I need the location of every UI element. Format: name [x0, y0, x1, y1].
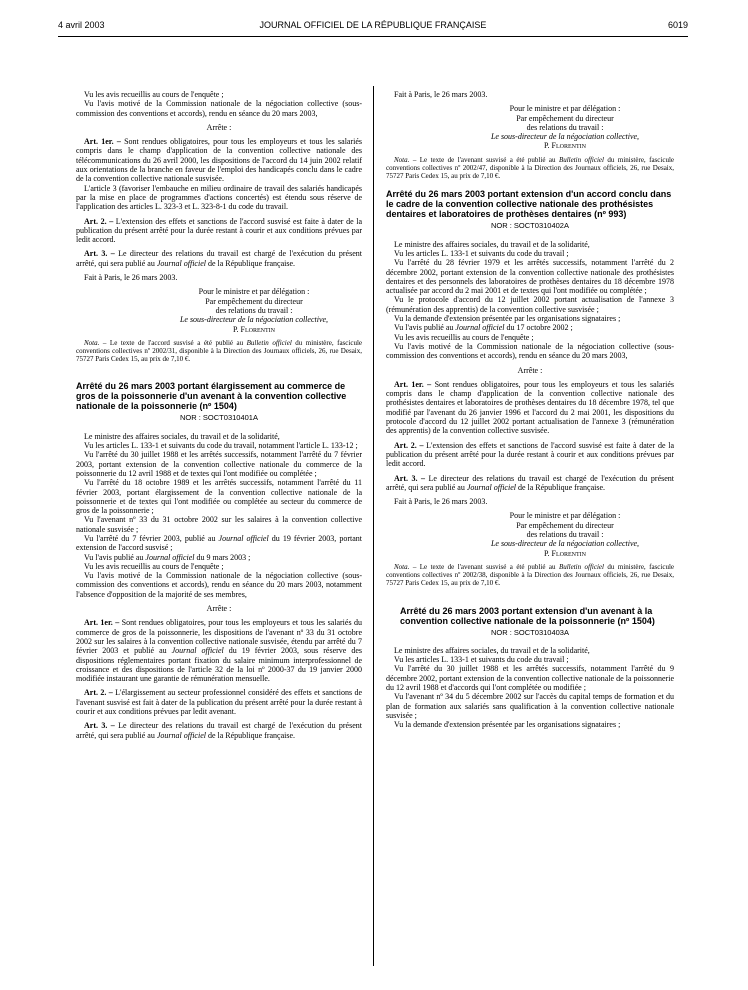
signature-line: des relations du travail :	[215, 305, 293, 315]
signature-line: Pour le ministre et par délégation :	[198, 287, 310, 297]
paragraph: L'article 3 (favoriser l'embauche en milieu ordinaire de travail des salariés handicapés par la mise en place de programmes d'actions concertés) est étendu sous réserve de l'application des articles L. 323-3 et L. 323-8-1 du code du travail.	[76, 183, 362, 212]
nota	[386, 563, 674, 588]
paragraph: Vu les articles L. 133-1 et suivants du code du travail ;	[394, 655, 569, 665]
paragraph: Le ministre des affaires sociales, du travail et de la solidarité,	[394, 239, 590, 249]
article-heading: Art. 2. –	[84, 216, 114, 226]
nor-reference: NOR : SOCT0310401A	[180, 413, 258, 423]
signature-line: des relations du travail :	[526, 530, 604, 539]
header-page-number: 6019	[667, 20, 688, 30]
signature-line: Pour le ministre et par délégation :	[509, 511, 621, 521]
paragraph: Vu les avis recueillis au cours de l'enquête ;	[84, 561, 224, 571]
signature-line: Par empêchement du directeur	[516, 113, 614, 123]
article-1	[76, 137, 362, 183]
paragraph: Vu la demande d'extension présentée par les organisations signataires ;	[394, 314, 621, 324]
journal-officiel-ref: Journal officiel	[171, 646, 224, 656]
signature-line: Le sous-directeur de la négociation collective,	[490, 132, 640, 142]
header-date: 4 avril 2003	[58, 20, 105, 30]
signatory-name: P. Florentin	[232, 324, 275, 334]
journal-officiel-ref: Journal officiel	[156, 730, 206, 740]
nota-label: Nota.	[394, 562, 410, 571]
signature-line: Le sous-directeur de la négociation collective,	[179, 315, 329, 325]
arrete-label: Arrête :	[206, 604, 232, 614]
paragraph: Vu le protocole d'accord du 12 juillet 2002 portant actualisation de l'annexe 3 (rémunération des apprentis) de la convention collective susvisée ;	[386, 295, 674, 314]
left-column	[76, 90, 362, 740]
journal-officiel-ref: Journal officiel	[156, 258, 206, 268]
nota-text: du ministère, fascicule conventions collectives nº 2002/31, disponible à la Direction des Journaux officiels, 26, rue Desaix, 75727 Paris Cedex 15, au prix de 7,10 €.	[76, 338, 362, 364]
journal-officiel-ref: Journal officiel	[218, 534, 269, 543]
article-text: L'extension des effets et sanctions de l'accord susvisé est faite à dater de la publication du présent arrêté pour la durée restant à courir et aux conditions prévues par ledit accord.	[386, 440, 674, 469]
paragraph: Vu les avis recueillis au cours de l'enquête ;	[394, 332, 534, 342]
article-1	[76, 618, 362, 683]
paragraph: Vu l'avis motivé de la Commission nationale de la négociation collective (sous-commission des conventions et accords), rendu en séance du 20 mars 2003, notamment l'absence d'opposition de la majorité de ses membres,	[76, 571, 362, 599]
signature-block	[386, 511, 674, 557]
nota-text: – Le texte de l'avenant susvisé a été publié au	[409, 562, 559, 571]
article-3	[386, 474, 674, 493]
paragraph	[76, 553, 362, 562]
nota	[76, 339, 362, 364]
article-2	[386, 441, 674, 469]
paragraph: Le ministre des affaires sociales, du travail et de la solidarité,	[394, 645, 590, 655]
text: Vu l'avis publié au	[394, 323, 456, 333]
paragraph: Vu l'avenant nº 33 du 31 octobre 2002 sur les salaires à la convention collective nationale susvisée ;	[76, 515, 362, 534]
signature-line: des relations du travail :	[526, 122, 604, 132]
arrete-label: Arrête :	[517, 365, 543, 375]
article-text: Le directeur des relations du travail est chargé de l'exécution du présent arrêté, qui sera publié au	[76, 721, 362, 740]
journal-officiel-ref: Journal officiel	[455, 323, 505, 333]
article-heading: Art. 3. –	[394, 473, 425, 483]
header-journal-title: JOURNAL OFFICIEL DE LA RÉPUBLIQUE FRANÇAISE	[259, 20, 487, 30]
article-heading: Art. 1er. –	[84, 618, 120, 628]
article-2	[76, 217, 362, 245]
article-3	[76, 721, 362, 740]
signature-line: Par empêchement du directeur	[516, 520, 614, 530]
article-text: Sont rendues obligatoires, pour tous les employeurs et tous les salariés compris dans le champ d'application de la convention collective nationale des prothésistes dentaires et laboratoires de prothèses dentaires du 18 décembre 1978, tel que modifié par l'avenant du 26 janvier 1996 et l'accord du 2 mai 2001, les dispositions du protocole d'accord du 12 juillet 2002 portant actualisation de l'annexe 3 (rémunération des apprentis) de la convention collective susvisée.	[386, 379, 675, 436]
nota-text: du ministère, fascicule conventions collectives nº 2002/47, disponible à la Direction des Journaux officiels, 26, rue Desaix, 75727 Paris Cedex 15, au prix de 7,10 €.	[386, 155, 674, 181]
article-text: Le directeur des relations du travail est chargé de l'exécution du présent arrêté, qui sera publié au	[386, 473, 675, 492]
header-rule	[58, 36, 688, 37]
arrete-label: Arrête :	[206, 122, 232, 132]
paragraph: Vu la demande d'extension présentée par les organisations signataires ;	[394, 720, 621, 730]
signature-block	[386, 104, 674, 150]
article-heading: Art. 3. –	[84, 721, 115, 731]
nota-label: Nota.	[84, 338, 100, 347]
article-heading: Art. 3. –	[84, 249, 115, 259]
text: du 19 février 2003, portant extension de l'accord susvisé ;	[76, 534, 362, 553]
article-heading: Art. 1er. –	[84, 137, 121, 147]
text: Vu l'avis publié au	[84, 552, 146, 562]
article-2	[76, 688, 362, 716]
paragraph: Vu l'avis motivé de la Commission nationale de la négociation collective (sous-commission des conventions et accords), rendu en séance du 20 mars 2003,	[76, 99, 362, 118]
article-text: de la République française.	[205, 258, 296, 268]
paragraph	[386, 323, 674, 332]
paragraph: Vu l'arrêté du 28 février 1979 et les arrêtés successifs, notamment l'arrêté du 2 décembre 2002, portant extension de la convention collective nationale des prothésistes dentaires et des personnels des laboratoires de prothèses dentaires du 18 décembre 1978 actualisée par accord du 2 mai 2001 et de textes qui l'ont modifiée ou complétée ;	[386, 258, 674, 296]
bulletin-officiel-ref: Bulletin officiel	[558, 155, 604, 164]
article-text: Le directeur des relations du travail est chargé de l'exécution du présent arrêté, qui sera publié au	[76, 249, 362, 268]
signatory-name: P. Florentin	[543, 141, 586, 151]
journal-officiel-ref: Journal officiel	[466, 482, 516, 492]
article-text: de la République française.	[515, 482, 606, 492]
text: du 17 octobre 2002 ;	[504, 323, 573, 333]
nota	[386, 156, 674, 181]
article-heading: Art. 2. –	[84, 688, 113, 698]
nor-reference: NOR : SOCT0310403A	[491, 627, 569, 637]
nota-text: du ministère, fascicule conventions collectives nº 2002/38, disponible à la Direction des Journaux officiels, 26, rue Desaix, 75727 Paris Cedex 15, au prix de 7,10 €.	[386, 562, 674, 588]
article-1	[386, 380, 674, 436]
signatory-name: P. Florentin	[543, 548, 586, 558]
bulletin-officiel-ref: Bulletin officiel	[558, 562, 604, 571]
nota-label: Nota.	[394, 155, 410, 164]
article-heading: Art. 1er. –	[394, 379, 432, 389]
article-text: Sont rendues obligatoires, pour tous les employeurs et tous les salariés compris dans le champ d'application de la convention collective nationale des télécommunications du 26 avril 2000, les dispositions de l'accord du 14 juin 2002 relatif aux orientations de la branche en faveur de l'emploi des handicapés conclu dans le cadre de la convention collective nationale susvisée.	[76, 137, 363, 184]
signature-line: Le sous-directeur de la négociation collective,	[490, 539, 640, 549]
paragraph: Le ministre des affaires sociales, du travail et de la solidarité,	[84, 431, 280, 441]
paragraph: Vu l'arrêté du 30 juillet 1988 et les arrêtés successifs, notamment l'arrêté du 7 février 2003, portant extension de la convention collective nationale du commerce de la poissonnerie du 12 avril 1988 et de textes qui l'ont modifiée ou complétée ;	[76, 450, 362, 478]
article-text: du 19 février 2003, sous réserve des dispositions réglementaires portant fixation du salaire minimum interprofessionnel de croissance et des dispositions de l'article 32 de la loi nº 2000-37 du 19 janvier 2000 modifiée instaurant une garantie de rémunération mensuelle.	[76, 646, 363, 684]
journal-officiel-ref: Journal officiel	[145, 552, 195, 562]
fait-a-paris: Fait à Paris, le 26 mars 2003.	[394, 497, 488, 507]
arrete-title: Arrêté du 26 mars 2003 portant extension d'un avenant à la convention collective nationale de la poissonnerie (nº 1504)	[400, 605, 655, 626]
article-text: L'élargissement au secteur professionnel considéré des effets et sanctions de l'avenant susvisé est fait à dater de la publication du présent arrêté pour la durée restant à courir et aux conditions prévues par ledit avenant.	[76, 688, 362, 717]
text: du 9 mars 2003 ;	[194, 552, 251, 562]
arrete-title: Arrêté du 26 mars 2003 portant extension d'un accord conclu dans le cadre de la convention collective nationale des prothésistes dentaires et laboratoires de prothèses dentaires (nº 993)	[386, 189, 672, 220]
article-heading: Art. 2. –	[394, 440, 424, 450]
nor-reference: NOR : SOCT0310402A	[491, 221, 569, 231]
text: Vu l'arrêté du 7 février 2003, publié au	[84, 534, 219, 543]
paragraph: Vu les articles L. 133-1 et suivants du code du travail, notamment l'article L. 133-12 ;	[84, 441, 358, 451]
paragraph: Vu l'avis motivé de la Commission nationale de la négociation collective (sous-commission des conventions et accords), rendu en séance du 20 mars 2003,	[386, 341, 674, 361]
signature-line: Pour le ministre et par délégation :	[509, 104, 621, 114]
nota-text: – Le texte de l'accord susvisé a été publié au	[99, 338, 247, 347]
signature-block	[76, 287, 362, 333]
paragraph: Vu l'arrêté du 30 juillet 1988 et les arrêtés successifs, notamment l'arrêté du 9 décembre 2002, portant extension de la convention collective nationale de la poissonnerie du 12 avril 1988 et d'accords qui l'ont complétée ou modifiée ;	[386, 664, 674, 692]
page-header	[58, 20, 688, 34]
column-divider	[373, 86, 374, 966]
paragraph: Vu l'arrêté du 18 octobre 1989 et les arrêtés successifs, notamment l'arrêté du 11 février 2003, portant élargissement de la convention collective nationale de la poissonnerie et de textes qui l'ont modifiée ou complétée au secteur du commerce de gros de la poissonnerie ;	[76, 478, 362, 516]
fait-a-paris: Fait à Paris, le 26 mars 2003.	[394, 90, 488, 99]
article-text: L'extension des effets et sanctions de l'accord susvisé est faite à dater de la publication du présent arrêté pour la durée restant à courir et aux conditions prévues par ledit accord.	[76, 216, 362, 245]
arrete-title: Arrêté du 26 mars 2003 portant élargissement au commerce de gros de la poissonnerie d'un avenant à la convention collective nationale de la poissonnerie (nº 1504)	[76, 381, 347, 412]
article-3	[76, 249, 362, 268]
paragraph	[76, 534, 362, 553]
paragraph: Vu l'avenant nº 34 du 5 décembre 2002 sur l'accès du capital temps de formation et du plan de formation aux salariés sans qualification à la convention collective nationale susvisée ;	[386, 692, 674, 720]
paragraph: Vu les articles L. 133-1 et suivants du code du travail ;	[394, 248, 569, 258]
article-text: de la République française.	[205, 730, 296, 740]
signature-line: Par empêchement du directeur	[205, 296, 303, 306]
paragraph: Vu les avis recueillis au cours de l'enquête ;	[84, 90, 224, 99]
right-column	[386, 90, 674, 729]
fait-a-paris: Fait à Paris, le 26 mars 2003.	[84, 273, 178, 283]
article-text: Sont rendues obligatoires, pour tous les employeurs et tous les salariés du commerce de gros de la poissonnerie, les dispositions de l'avenant nº 33 du 31 octobre 2002 sur les salaires à la convention collective nationale susvisée, étendu par arrêté du 7 février 2003 et publié au	[76, 618, 362, 656]
nota-text: – Le texte de l'avenant susvisé a été publié au	[409, 155, 559, 164]
bulletin-officiel-ref: Bulletin officiel	[246, 338, 292, 347]
